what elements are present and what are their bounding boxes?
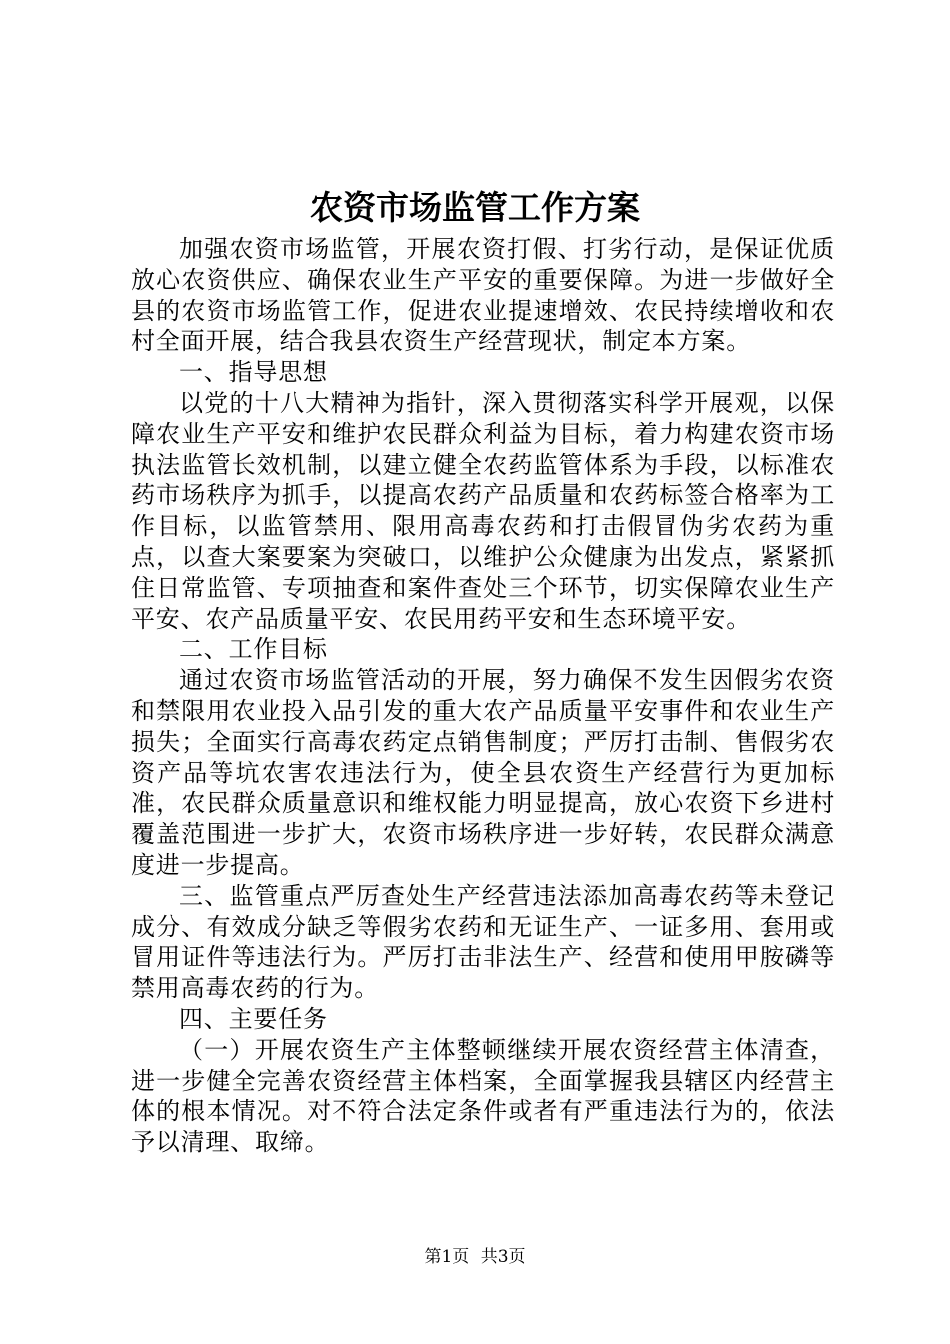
page-total: 共3页 [480,1247,526,1267]
document-body [131,234,835,1158]
page-footer [0,1245,950,1269]
task-one-paragraph: （一）开展农资生产主体整顿继续开展农资经营主体清查，进一步健全完善农资经营主体档案，全面掌握我县辖区内经营主体的根本情况。对不符合法定条件或者有严重违法行为的，依法予以清理、取缔。 [131,1035,835,1157]
work-goals-paragraph: 通过农资市场监管活动的开展，努力确保不发生因假劣农资和禁限用农业投入品引发的重大农产品质量平安事件和农业生产损失；全面实行高毒农药定点销售制度；严厉打击制、售假劣农资产品等坑农害农违法行为，使全县农资生产经营行为更加标准，农民群众质量意识和维权能力明显提高，放心农资下乡进村覆盖范围进一步扩大，农资市场秩序进一步好转，农民群众满意度进一步提高。 [131,666,835,879]
page-number: 第1页 [424,1247,470,1267]
section-heading-guiding-ideology: 一、指导思想 [179,358,328,387]
intro-paragraph: 加强农资市场监管，开展农资打假、打劣行动，是保证优质放心农资供应、确保农业生产平安的重要保障。为进一步做好全县的农资市场监管工作，促进农业提速增效、农民持续增收和农村全面开展，结合我县农资生产经营现状，制定本方案。 [131,235,835,356]
supervision-focus-paragraph: 三、监管重点严厉查处生产经营违法添加高毒农药等未登记成分、有效成分缺乏等假劣农药和无证生产、一证多用、套用或冒用证件等违法行为。严厉打击非法生产、经营和使用甲胺磷等禁用高毒农药的行为。 [131,881,835,1003]
section-heading-main-tasks: 四、主要任务 [179,1004,328,1033]
document-title: 农资市场监管工作方案 [310,188,640,227]
section-heading-work-goals: 二、工作目标 [179,635,328,664]
guiding-ideology-paragraph: 以党的十八大精神为指针，深入贯彻落实科学开展观，以保障农业生产平安和维护农民群众利益为目标，着力构建农资市场执法监管长效机制，以建立健全农药监管体系为手段，以标准农药市场秩序为抓手，以提高农药产品质量和农药标签合格率为工作目标，以监管禁用、限用高毒农药和打击假冒伪劣农药为重点，以查大案要案为突破口，以维护公众健康为出发点，紧紧抓住日常监管、专项抽查和案件查处三个环节，切实保障农业生产平安、农产品质量平安、农民用药平安和生态环境平安。 [131,388,835,633]
